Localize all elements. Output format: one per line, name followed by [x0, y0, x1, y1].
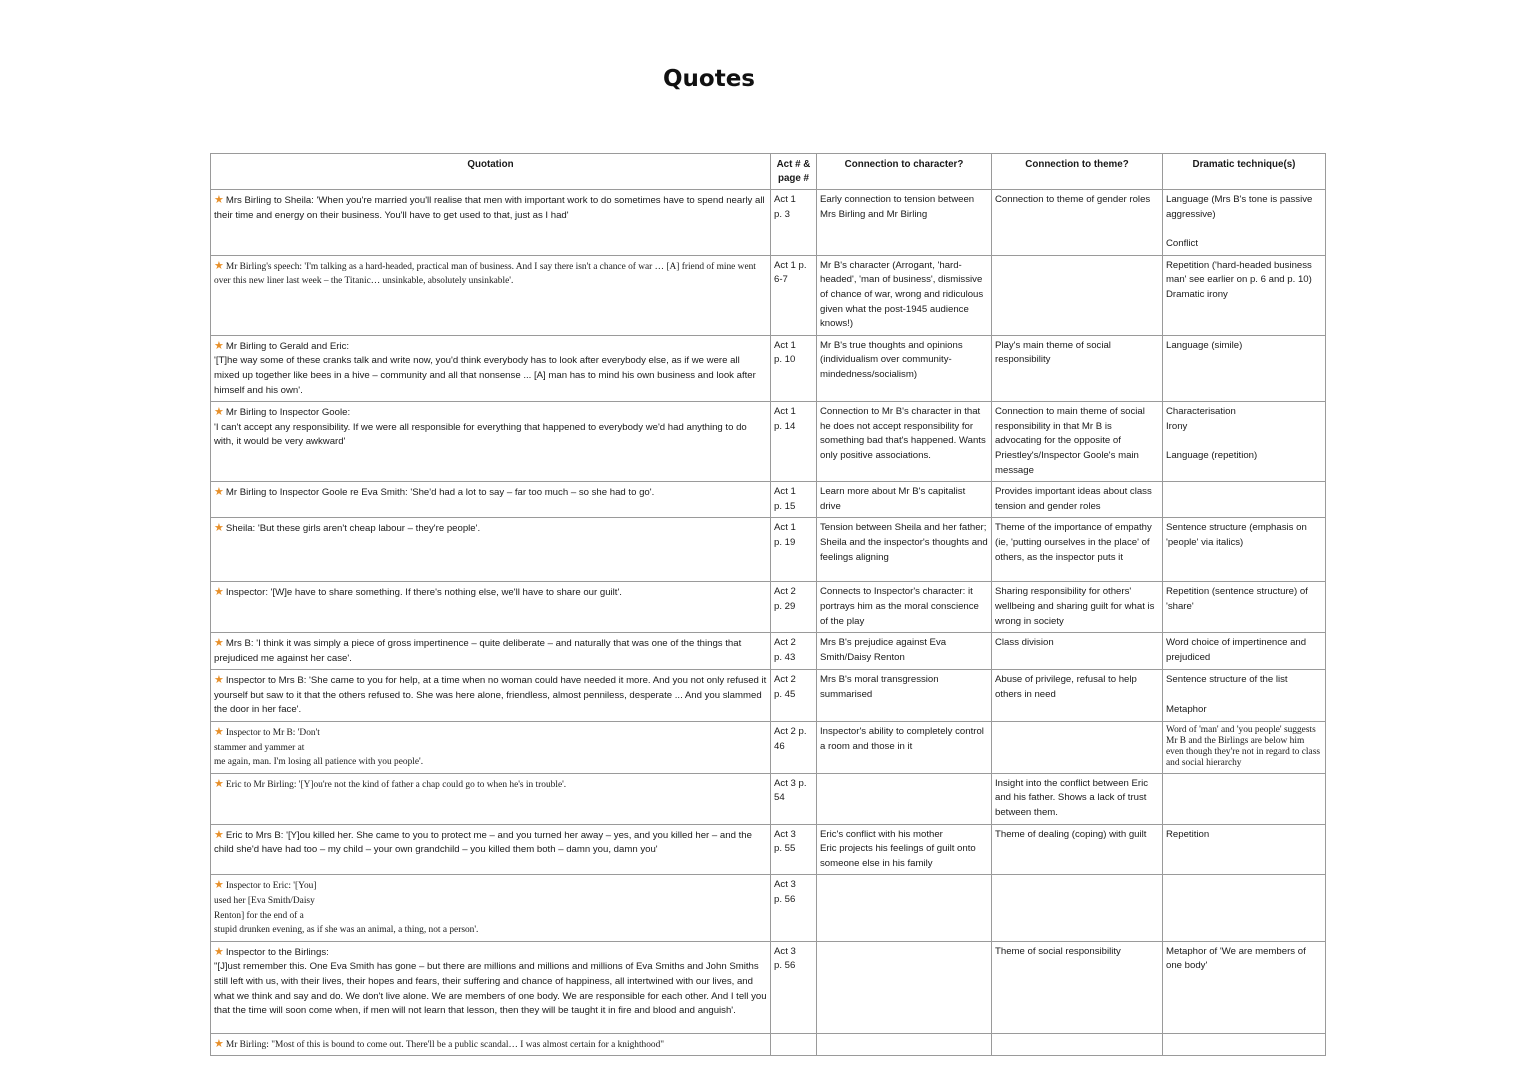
act-page-cell: Act 1 p. 15: [771, 482, 817, 518]
quotation-text: Inspector: '[W]e have to share something. If there's nothing else, we'll have to share our guilt'.: [225, 587, 622, 599]
quotation-text: 'I can't accept any responsibility. If we were all responsible for everything that happened to everybody we'd had anything to do with, it would be very awkward': [214, 421, 747, 448]
table-row: [211, 670, 1326, 722]
table-row: [211, 255, 1326, 335]
table-row: [211, 941, 1326, 1033]
theme-cell: Theme of social responsibility: [992, 941, 1163, 1033]
act-page-cell: Act 2 p. 29: [771, 582, 817, 633]
act-page-cell: Act 3 p. 56: [771, 875, 817, 941]
technique-item: Language (simile): [1166, 339, 1243, 351]
technique-item: Repetition (sentence structure) of 'share': [1166, 586, 1308, 612]
character-cell: [817, 941, 992, 1033]
star-icon: ★: [214, 194, 224, 206]
quotation-cell: [211, 482, 771, 518]
quotes-table: [210, 153, 1326, 1056]
character-cell: [817, 773, 992, 824]
character-cell: Connection to Mr B's character in that he does not accept responsibility for something bad that's happened. Wants only positive associations.: [817, 402, 992, 482]
quotation-cell: [211, 255, 771, 335]
character-cell: Mr B's character (Arrogant, 'hard-headed', 'man of business', dismissive of chance of war, wrong and ridiculous given what the post-1945 audience knows!): [817, 255, 992, 335]
act-page-cell: Act 1 p. 6-7: [771, 255, 817, 335]
technique-spacer: [1166, 434, 1322, 449]
quotation-text: '[T]he way some of these cranks talk and write now, you'd think everybody has to look after everybody else, as if we were all mixed up together like bees in a hive – community and all that nonsense ... [A] man has to mind his own business and look after himself and his own'.: [214, 355, 756, 396]
technique-cell: [1163, 773, 1326, 824]
star-icon: ★: [214, 726, 224, 739]
character-cell: Learn more about Mr B's capitalist drive: [817, 482, 992, 518]
technique-item: Characterisation: [1166, 406, 1236, 418]
quotation-text: Mr Birling: "Most of this is bound to come out. There'll be a public scandal… I was almost certain for a knighthood": [225, 1039, 665, 1050]
technique-item: Word choice of impertinence and prejudiced: [1166, 637, 1307, 663]
technique-cell: [1163, 722, 1326, 774]
act-page-cell: Act 3 p. 55: [771, 824, 817, 875]
theme-cell: Connection to theme of gender roles: [992, 190, 1163, 256]
quotation-cell: [211, 875, 771, 941]
character-cell: Eric's conflict with his mother Eric projects his feelings of guilt onto someone else in his family: [817, 824, 992, 875]
technique-item: Metaphor: [1166, 703, 1207, 715]
star-icon: ★: [214, 637, 224, 650]
quotation-text: Mr Birling to Inspector Goole re Eva Smith: 'She'd had a lot to say – far too much – so she had to go'.: [225, 487, 655, 499]
quotation-text: Inspector to Mrs B: 'She came to you for help, at a time when no woman could have needed it more. And you not only refused it yourself but saw to it that the others refused to. She was here alone, friendless, almost penniless, desperate ... And you slammed the door in her face'.: [214, 675, 767, 716]
act-page-cell: Act 1 p. 10: [771, 335, 817, 401]
technique-spacer: [1166, 688, 1322, 703]
theme-cell: Theme of the importance of empathy (ie, 'putting ourselves in the place' of others, as the inspector puts it: [992, 518, 1163, 582]
technique-item: Metaphor of 'We are members of one body': [1166, 945, 1306, 972]
theme-cell: Theme of dealing (coping) with guilt: [992, 824, 1163, 875]
header-character: Connection to character?: [817, 154, 992, 190]
theme-cell: [992, 875, 1163, 941]
character-cell: Inspector's ability to completely control a room and those in it: [817, 722, 992, 774]
table-row: [211, 875, 1326, 941]
quotation-text: "[J]ust remember this. One Eva Smith has gone – but there are millions and millions and millions of Eva Smiths and John Smiths still left with us, with their lives, their hopes and fears, their suffering and chance of happiness, all intertwined with our lives, and what we think and say and do. We don't live alone. We are members of one body. We are responsible for each other. And I tell you that the time will soon come when, if men will not learn that lesson, then they will be taught it in fire and blood and anguish'.: [214, 961, 767, 1017]
table-row: [211, 633, 1326, 670]
table-row: [211, 773, 1326, 824]
theme-cell: Insight into the conflict between Eric and his father. Shows a lack of trust between them.: [992, 773, 1163, 824]
theme-cell: [992, 722, 1163, 774]
technique-cell: [1163, 518, 1326, 582]
technique-item: Irony: [1166, 420, 1188, 432]
character-cell: Mrs B's moral transgression summarised: [817, 670, 992, 722]
technique-item: Repetition ('hard-headed business man' see earlier on p. 6 and p. 10): [1166, 259, 1312, 286]
technique-spacer: [1166, 222, 1322, 237]
act-page-cell: Act 2 p. 43: [771, 633, 817, 670]
quotation-cell: [211, 633, 771, 670]
theme-cell: [992, 255, 1163, 335]
quotation-cell: [211, 670, 771, 722]
theme-cell: [992, 1033, 1163, 1056]
theme-cell: Abuse of privilege, refusal to help others in need: [992, 670, 1163, 722]
quotation-speaker: Mr Birling to Gerald and Eric:: [225, 340, 350, 352]
quotation-text: Mrs B: 'I think it was simply a piece of gross impertinence – quite deliberate – and naturally that was one of the things that prejudiced me against her case'.: [214, 638, 742, 664]
header-quotation: Quotation: [211, 154, 771, 190]
act-page-cell: Act 3 p. 54: [771, 773, 817, 824]
table-row: [211, 582, 1326, 633]
star-icon: ★: [214, 522, 224, 535]
technique-cell: [1163, 482, 1326, 518]
act-page-cell: Act 3 p. 56: [771, 941, 817, 1033]
quotation-cell: [211, 335, 771, 401]
star-icon: ★: [214, 674, 224, 687]
theme-cell: Class division: [992, 633, 1163, 670]
star-icon: ★: [214, 406, 224, 419]
quotation-cell: [211, 824, 771, 875]
quotation-cell: [211, 402, 771, 482]
technique-cell: [1163, 402, 1326, 482]
star-icon: ★: [214, 1037, 224, 1050]
quotation-text: Inspector to Eric: '[You] used her [Eva Smith/Daisy Renton] for the end of a stupid drunken evening, as if she was an animal, a thing, not a person'.: [214, 881, 479, 936]
table-row: [211, 722, 1326, 774]
star-icon: ★: [214, 828, 224, 841]
technique-item: Sentence structure of the list: [1166, 674, 1288, 686]
star-icon: ★: [214, 777, 224, 790]
act-page-cell: [771, 1033, 817, 1056]
technique-cell: [1163, 255, 1326, 335]
character-cell: Tension between Sheila and her father; Sheila and the inspector's thoughts and feelings aligning: [817, 518, 992, 582]
theme-cell: Play's main theme of social responsibility: [992, 335, 1163, 401]
quotation-speaker: Inspector to the Birlings:: [225, 946, 329, 958]
technique-cell: [1163, 941, 1326, 1033]
star-icon: ★: [214, 259, 224, 272]
technique-cell: [1163, 1033, 1326, 1056]
technique-cell: [1163, 335, 1326, 401]
technique-cell: [1163, 875, 1326, 941]
character-cell: Mrs B's prejudice against Eva Smith/Daisy Renton: [817, 633, 992, 670]
header-row: [211, 154, 1326, 190]
table-row: [211, 402, 1326, 482]
header-theme: Connection to theme?: [992, 154, 1163, 190]
technique-item: Conflict: [1166, 238, 1198, 250]
star-icon: ★: [214, 586, 224, 599]
star-icon: ★: [214, 486, 224, 499]
character-cell: Early connection to tension between Mrs Birling and Mr Birling: [817, 190, 992, 256]
table-row: [211, 335, 1326, 401]
technique-item: Dramatic irony: [1166, 288, 1228, 300]
quotation-cell: [211, 190, 771, 256]
header-act-page: Act # & page #: [771, 154, 817, 190]
act-page-cell: Act 1 p. 14: [771, 402, 817, 482]
technique-cell: [1163, 824, 1326, 875]
technique-item: Word of 'man' and 'you people' suggests Mr B and the Birlings are below him even though they're not in regard to class and social hierarchy: [1166, 725, 1320, 769]
table-row: [211, 518, 1326, 582]
quotation-cell: [211, 773, 771, 824]
star-icon: ★: [214, 945, 224, 958]
act-page-cell: Act 2 p. 46: [771, 722, 817, 774]
quotation-text: Mr Birling's speech: 'I'm talking as a hard-headed, practical man of business. And I say there isn't a chance of war … [A] friend of mine went over this new liner last week – the Titanic… unsinkable, absolutely unsinkable'.: [214, 261, 756, 287]
header-technique: Dramatic technique(s): [1163, 154, 1326, 190]
quotation-speaker: Mr Birling to Inspector Goole:: [225, 407, 351, 419]
theme-cell: Sharing responsibility for others' wellbeing and sharing guilt for what is wrong in society: [992, 582, 1163, 633]
technique-cell: [1163, 190, 1326, 256]
act-page-cell: Act 1 p. 19: [771, 518, 817, 582]
technique-cell: [1163, 633, 1326, 670]
character-cell: [817, 875, 992, 941]
theme-cell: Connection to main theme of social responsibility in that Mr B is advocating for the opposite of Priestley's/Inspector Goole's main message: [992, 402, 1163, 482]
technique-cell: [1163, 670, 1326, 722]
technique-item: Language (Mrs B's tone is passive aggressive): [1166, 194, 1313, 220]
character-cell: Connects to Inspector's character: it portrays him as the moral conscience of the play: [817, 582, 992, 633]
quotation-text: Sheila: 'But these girls aren't cheap labour – they're people'.: [225, 523, 481, 535]
character-cell: [817, 1033, 992, 1056]
page-title: Quotes: [662, 66, 755, 92]
technique-item: Language (repetition): [1166, 450, 1258, 462]
quotation-cell: [211, 722, 771, 774]
quotation-text: Mrs Birling to Sheila: 'When you're married you'll realise that men with important work to do sometimes have to spend nearly all their time and energy on their business. You'll have to get used to that, just as I had': [214, 195, 765, 221]
table-row: [211, 1033, 1326, 1056]
table-row: [211, 824, 1326, 875]
table-row: [211, 190, 1326, 256]
theme-cell: Provides important ideas about class tension and gender roles: [992, 482, 1163, 518]
technique-item: Sentence structure (emphasis on 'people' via italics): [1166, 522, 1307, 548]
quotation-cell: [211, 1033, 771, 1056]
technique-cell: [1163, 582, 1326, 633]
table-row: [211, 482, 1326, 518]
character-cell: Mr B's true thoughts and opinions (individualism over community-mindedness/socialism): [817, 335, 992, 401]
quotation-cell: [211, 518, 771, 582]
quotation-cell: [211, 941, 771, 1033]
quotation-text: Eric to Mrs B: '[Y]ou killed her. She came to you to protect me – and you turned her away – yes, and you killed her – and the child she'd have had too – my child – your own grandchild – you killed them both – damn you, damn you': [214, 829, 752, 856]
star-icon: ★: [214, 879, 224, 892]
technique-item: Repetition: [1166, 828, 1210, 840]
quotation-cell: [211, 582, 771, 633]
quotation-text: Inspector to Mr B: 'Don't stammer and yammer at me again, man. I'm losing all patience with you people'.: [214, 728, 424, 768]
act-page-cell: Act 2 p. 45: [771, 670, 817, 722]
star-icon: ★: [214, 339, 224, 352]
quotation-text: Eric to Mr Birling: '[Y]ou're not the kind of father a chap could go to when he's in trouble'.: [225, 779, 567, 790]
act-page-cell: Act 1 p. 3: [771, 190, 817, 256]
